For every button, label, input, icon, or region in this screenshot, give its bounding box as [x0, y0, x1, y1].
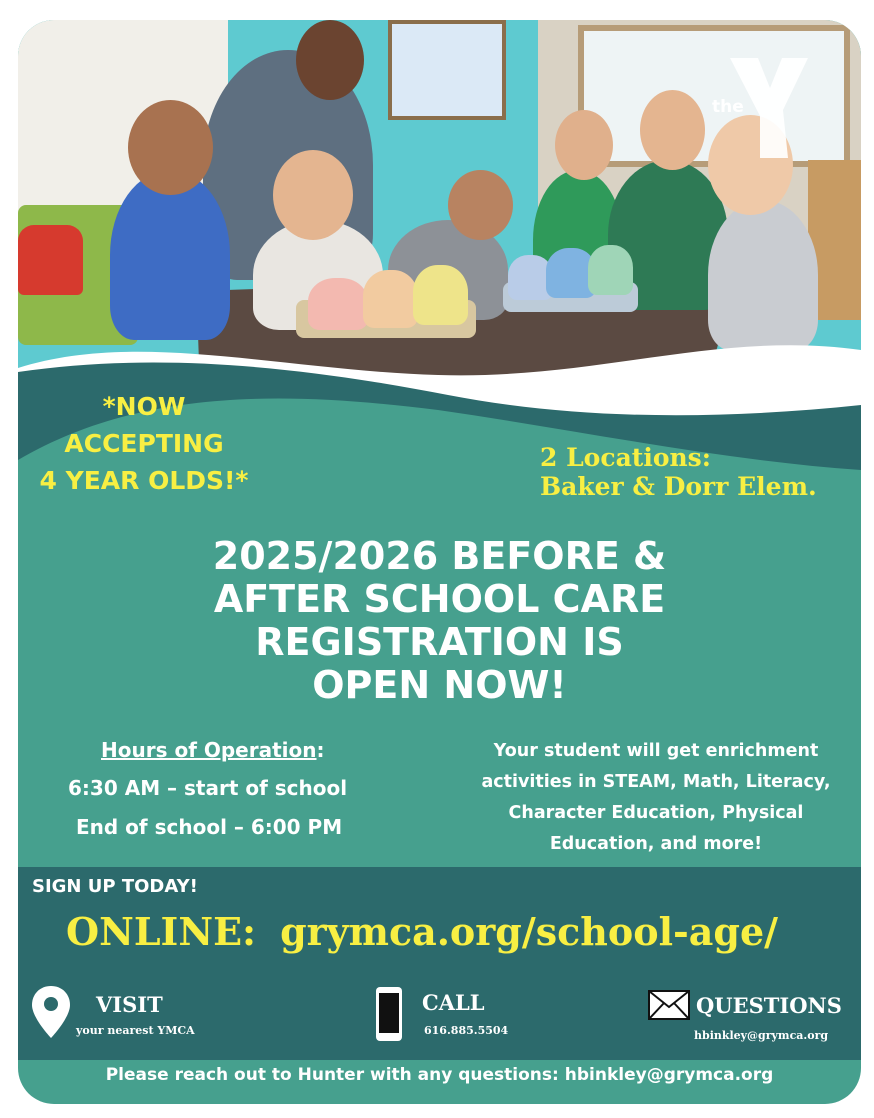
flyer [18, 20, 861, 1104]
online-url-link[interactable]: grymca.org/school-age/ [280, 909, 779, 954]
now-accepting-line: ACCEPTING [64, 429, 224, 458]
hours-title-colon: : [316, 738, 325, 762]
locations-text [540, 443, 817, 501]
enrichment-line: Character Education, Physical [508, 803, 804, 823]
photo-kid-green-head [555, 110, 613, 180]
visit-title: VISIT [96, 992, 163, 1017]
hours-line-afternoon: End of school – 6:00 PM [76, 815, 343, 839]
photo-kid-girl-head [273, 150, 353, 240]
location-pin-icon [32, 986, 70, 1038]
enrichment-line: Your student will get enrichment [493, 741, 819, 761]
enrichment-line: activities in STEAM, Math, Literacy, [481, 772, 831, 792]
call-number-link[interactable]: 616.885.5504 [424, 1024, 509, 1037]
headline-line: REGISTRATION IS [255, 620, 624, 664]
now-accepting-line: *NOW [102, 392, 186, 421]
headline-line: AFTER SCHOOL CARE [213, 577, 666, 621]
call-title: CALL [422, 990, 485, 1015]
phone-icon [375, 986, 403, 1042]
locations-line: 2 Locations: [540, 443, 711, 472]
online-label: ONLINE: [66, 909, 257, 954]
headline-line: 2025/2026 BEFORE & [212, 534, 667, 578]
hours-title [101, 738, 325, 762]
photo-bulletin-board [388, 20, 506, 120]
photo-kid-darkgreen-head [640, 90, 705, 170]
visit-sub: your nearest YMCA [76, 1024, 195, 1037]
headline-line: OPEN NOW! [312, 663, 567, 707]
photo-adult-head [296, 20, 364, 100]
footer-note: Please reach out to Hunter with any questions: hbinkley@grymca.org [105, 1065, 774, 1085]
photo-kid-grey-head [448, 170, 513, 240]
envelope-icon [648, 990, 690, 1020]
online-line [66, 909, 778, 954]
photo-kid-blue-head [128, 100, 213, 195]
photo-foam-green [588, 245, 633, 295]
questions-title: QUESTIONS [696, 993, 842, 1018]
enrichment-line: Education, and more! [549, 834, 763, 854]
photo-backpack [18, 225, 83, 295]
headline [18, 535, 861, 707]
hours-line-morning: 6:30 AM – start of school [68, 776, 348, 800]
now-accepting-line: 4 YEAR OLDS!* [39, 466, 249, 495]
questions-email-link[interactable]: hbinkley@grymca.org [694, 1029, 829, 1042]
hours-title-underlined: Hours of Operation [101, 738, 317, 762]
ymca-logo [708, 58, 818, 158]
locations-line: Baker & Dorr Elem. [540, 472, 817, 501]
now-accepting-text [18, 388, 270, 499]
enrichment-text [470, 736, 842, 860]
logo-the-text: the [712, 97, 744, 117]
signup-label: SIGN UP TODAY! [32, 876, 198, 897]
